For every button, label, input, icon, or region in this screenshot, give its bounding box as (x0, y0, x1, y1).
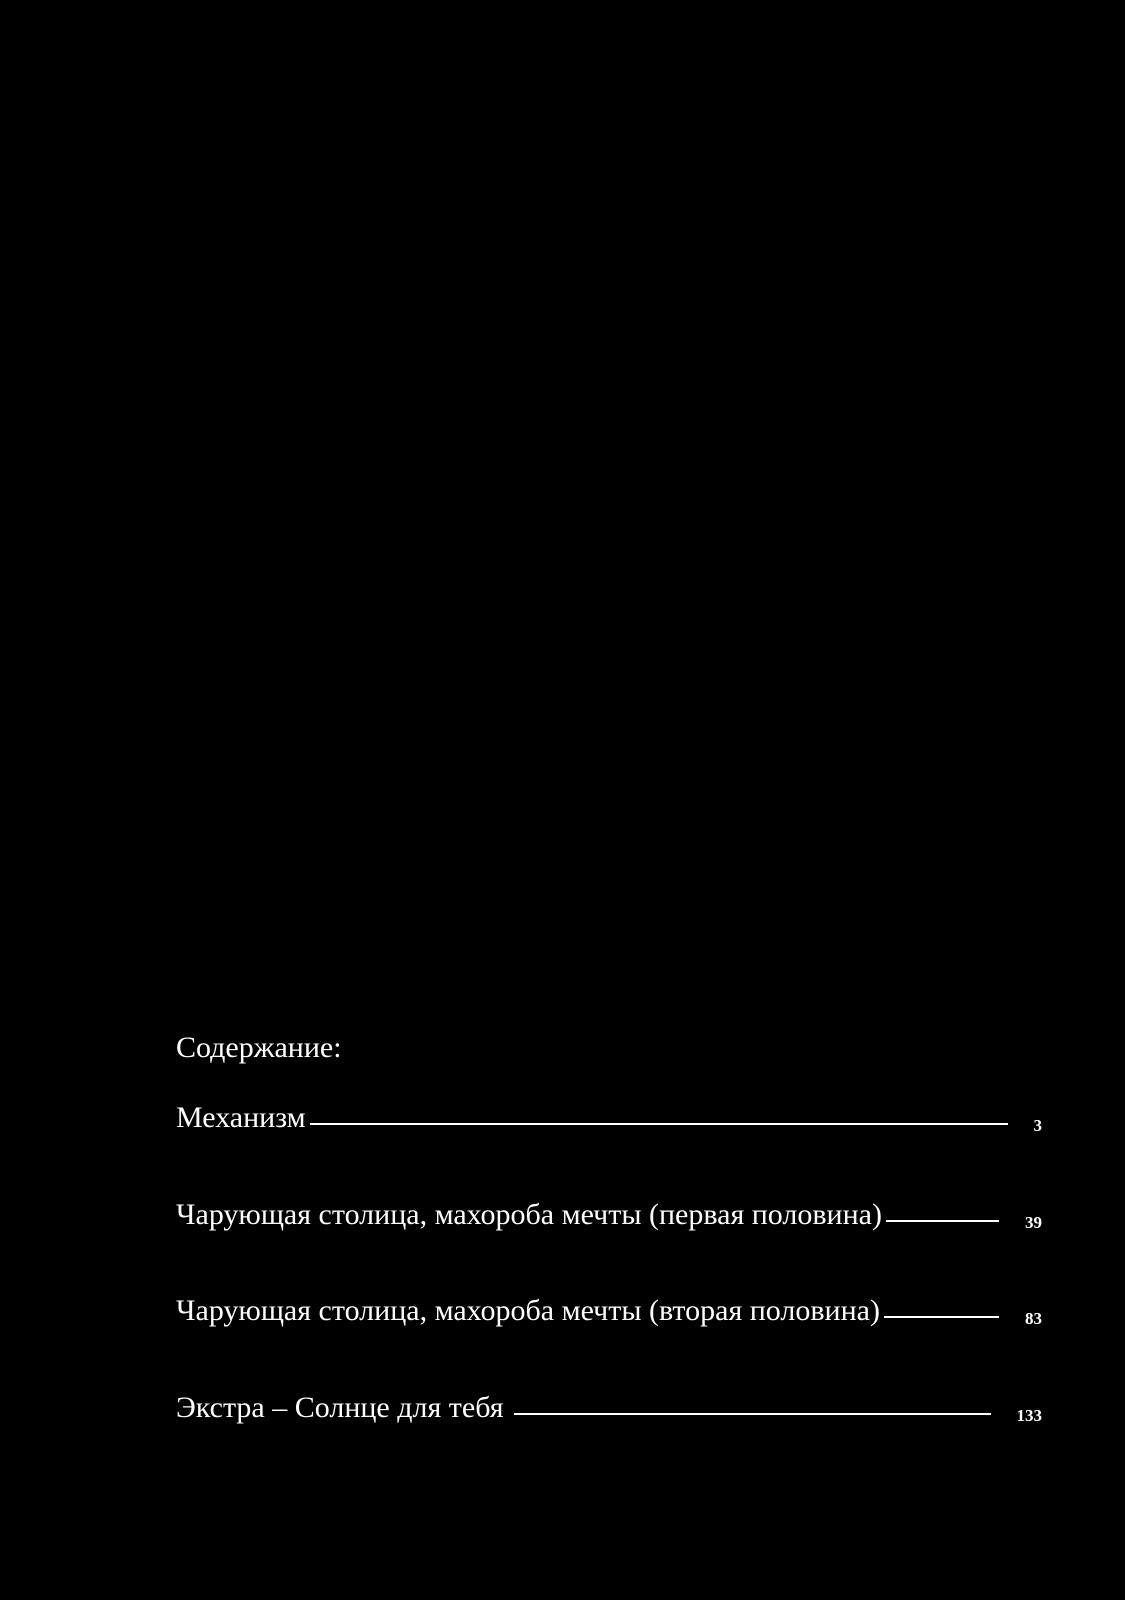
toc-entry[interactable] (176, 1098, 1042, 1138)
toc-leader-line (514, 1413, 991, 1415)
toc-entry-title: Чарующая столица, махороба мечты (вторая половина) (176, 1294, 880, 1327)
toc-entry-page: 83 (1025, 1309, 1042, 1328)
toc-entry-title: Чарующая столица, махороба мечты (первая половина) (176, 1198, 882, 1231)
toc-entry-page: 3 (1033, 1116, 1042, 1135)
toc-leader-line (884, 1316, 999, 1318)
toc-entry[interactable] (176, 1388, 1042, 1428)
toc-leader-line (310, 1123, 1008, 1125)
toc-entry-title: Механизм (176, 1101, 306, 1134)
toc-entry-page: 39 (1025, 1213, 1042, 1232)
toc-entry-page: 133 (1016, 1406, 1042, 1425)
toc-heading: Содержание: (176, 1031, 342, 1064)
toc-entry-title: Экстра – Солнце для тебя (176, 1391, 504, 1424)
toc-leader-line (886, 1220, 999, 1222)
toc-entry[interactable] (176, 1291, 1042, 1331)
toc-entry[interactable] (176, 1195, 1042, 1235)
